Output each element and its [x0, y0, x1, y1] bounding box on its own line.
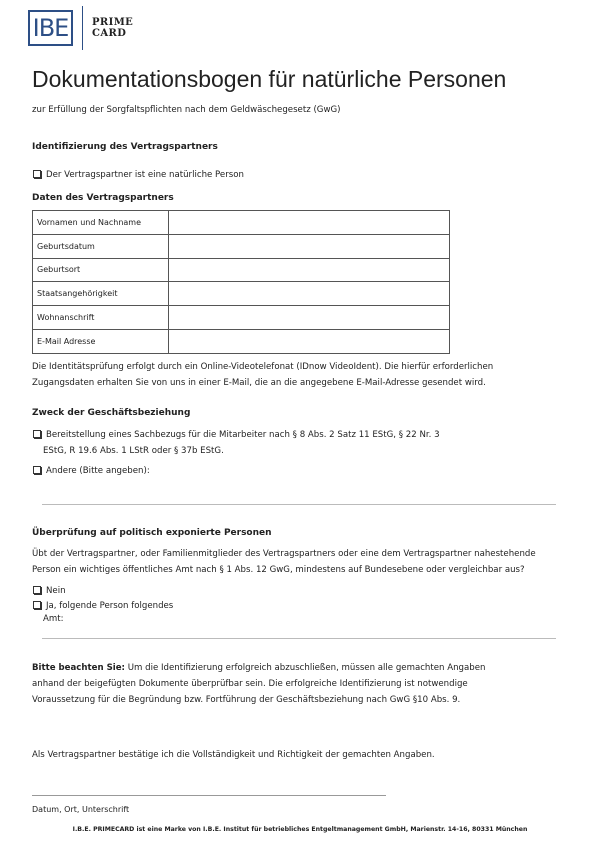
data-heading: Daten des Vertragspartners: [32, 193, 174, 203]
company-logo: [28, 6, 133, 50]
question-line: Übt der Vertragspartner, oder Familienmitglieder des Vertragspartners oder eine dem Vertragspartner nahestehende: [32, 549, 536, 559]
notice-label: Bitte beachten Sie:: [32, 663, 125, 673]
purpose-heading: Zweck der Geschäftsbeziehung: [32, 408, 191, 418]
question-line: Person ein wichtiges öffentliches Amt nach § 1 Abs. 12 GwG, mindestens auf Bundesebene oder vergleichbar aus?: [32, 565, 525, 575]
logo-line-2: CARD: [92, 28, 127, 39]
ident-heading: Identifizierung des Vertragspartners: [32, 142, 218, 152]
row-label: E-Mail Adresse: [33, 329, 169, 353]
option-text-cont: Amt:: [43, 614, 64, 624]
notice-line: Voraussetzung für die Begründung bzw. Fortführung der Geschäftsbeziehung nach GwG §10 Abs. 9.: [32, 695, 461, 705]
pep-option-no[interactable]: [33, 586, 66, 596]
checkbox-icon[interactable]: [33, 430, 41, 438]
row-value-field[interactable]: [169, 306, 450, 330]
note-line: Die Identitätsprüfung erfolgt durch ein Online-Videotelefonat (IDnow VideoIdent). Die hierfür erforderlichen: [32, 362, 494, 372]
table-row: [33, 329, 450, 353]
page-footer: I.B.E. PRIMECARD ist eine Marke von I.B.E. Institut für betriebliches Entgeltmanagement GmbH, Marienstr. 14-16, 80331 München: [72, 826, 528, 833]
page-title: Dokumentationsbogen für natürliche Personen: [32, 66, 507, 92]
logo-wordmark: [92, 17, 133, 39]
natural-person-option[interactable]: [33, 170, 244, 180]
option-text-cont: EStG, R 19.6 Abs. 1 LStR oder § 37b EStG.: [43, 446, 224, 456]
row-label: Vornamen und Nachname: [33, 211, 169, 235]
option-text: Bereitstellung eines Sachbezugs für die Mitarbeiter nach § 8 Abs. 2 Satz 11 EStG, § 22 Nr. 3: [46, 430, 440, 440]
table-row: [33, 234, 450, 258]
table-row: [33, 258, 450, 282]
purpose-option-benefit[interactable]: [33, 427, 440, 459]
checkbox-icon[interactable]: [33, 586, 41, 594]
table-row: [33, 211, 450, 235]
purpose-option-other[interactable]: [33, 466, 150, 476]
notice-line: Um die Identifizierung erfolgreich abzuschließen, müssen alle gemachten Angaben: [124, 663, 486, 673]
row-label: Staatsangehörigkeit: [33, 282, 169, 306]
row-value-field[interactable]: [169, 282, 450, 306]
checkbox-icon[interactable]: [33, 466, 41, 474]
row-label: Geburtsdatum: [33, 234, 169, 258]
data-table: [32, 210, 450, 354]
checkbox-icon[interactable]: [33, 601, 41, 609]
pep-heading: Überprüfung auf politisch exponierte Personen: [32, 528, 272, 538]
pep-office-input-line[interactable]: [42, 638, 556, 639]
other-purpose-input-line[interactable]: [42, 504, 556, 505]
notice-line: anhand der beigefügten Dokumente überprüfbar sein. Die erfolgreiche Identifizierung ist notwendige: [32, 679, 468, 689]
signature-line[interactable]: [32, 795, 386, 796]
row-value-field[interactable]: [169, 234, 450, 258]
row-value-field[interactable]: [169, 329, 450, 353]
table-row: [33, 306, 450, 330]
logo-mark: IBE: [28, 10, 73, 46]
video-ident-note: [32, 359, 493, 391]
logo-divider: [82, 6, 83, 50]
notice-paragraph: [32, 660, 485, 708]
row-value-field[interactable]: [169, 258, 450, 282]
confirmation-statement: Als Vertragspartner bestätige ich die Vollständigkeit und Richtigkeit der gemachten Angaben.: [32, 750, 435, 760]
signature-label: Datum, Ort, Unterschrift: [32, 805, 130, 814]
checkbox-icon[interactable]: [33, 170, 41, 178]
page-subtitle: zur Erfüllung der Sorgfaltspflichten nach dem Geldwäschegesetz (GwG): [32, 105, 341, 115]
pep-question: [32, 546, 536, 578]
logo-line-1: PRIME: [92, 17, 134, 28]
table-row: [33, 282, 450, 306]
natural-person-label: Der Vertragspartner ist eine natürliche Person: [46, 170, 244, 180]
option-text: Ja, folgende Person folgendes: [46, 601, 174, 611]
row-label: Geburtsort: [33, 258, 169, 282]
option-text: Nein: [46, 586, 66, 596]
option-text: Andere (Bitte angeben):: [46, 466, 150, 476]
note-line: Zugangsdaten erhalten Sie von uns in einer E-Mail, die an die angegebene E-Mail-Adresse gesendet wird.: [32, 378, 486, 388]
row-label: Wohnanschrift: [33, 306, 169, 330]
row-value-field[interactable]: [169, 211, 450, 235]
pep-option-yes[interactable]: [33, 598, 173, 627]
